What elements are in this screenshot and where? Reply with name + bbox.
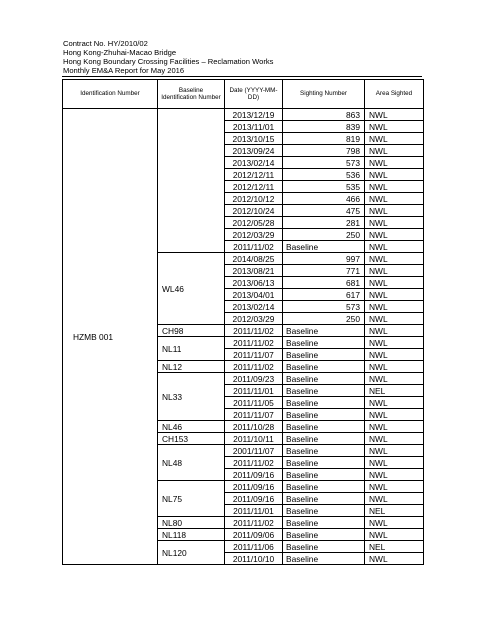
- header-divider: [62, 76, 422, 77]
- date-cell: 2013/02/14: [225, 157, 283, 169]
- area-sighted-cell: NWL: [365, 337, 424, 349]
- sighting-number-cell: Baseline: [283, 337, 365, 349]
- area-sighted-cell: NWL: [365, 517, 424, 529]
- baseline-id-cell: NL11: [158, 337, 225, 361]
- header-line: Monthly EM&A Report for May 2016: [63, 66, 185, 75]
- area-sighted-cell: NWL: [365, 289, 424, 301]
- column-header-area: Area Sighted: [365, 80, 424, 109]
- baseline-id-cell: [158, 109, 225, 253]
- area-sighted-cell: NWL: [365, 409, 424, 421]
- area-sighted-cell: NWL: [365, 457, 424, 469]
- table-header-row: [63, 80, 424, 109]
- header-line: Contract No. HY/2010/02: [63, 39, 148, 48]
- baseline-id-cell: CH98: [158, 325, 225, 337]
- date-cell: 2011/11/01: [225, 385, 283, 397]
- baseline-id-cell: NL46: [158, 421, 225, 433]
- sighting-number-cell: 250: [283, 313, 365, 325]
- baseline-id-cell: NL120: [158, 541, 225, 565]
- area-sighted-cell: NWL: [365, 121, 424, 133]
- sighting-number-cell: Baseline: [283, 361, 365, 373]
- date-cell: 2013/08/21: [225, 265, 283, 277]
- date-cell: 2011/11/02: [225, 361, 283, 373]
- area-sighted-cell: NWL: [365, 361, 424, 373]
- date-cell: 2011/11/06: [225, 541, 283, 553]
- date-cell: 2011/09/16: [225, 493, 283, 505]
- sighting-number-cell: 573: [283, 157, 365, 169]
- table-row: [63, 109, 424, 121]
- sighting-number-cell: 281: [283, 217, 365, 229]
- sighting-number-cell: 798: [283, 145, 365, 157]
- table-body: [63, 109, 424, 565]
- sighting-number-cell: Baseline: [283, 445, 365, 457]
- date-cell: 2011/10/10: [225, 553, 283, 565]
- date-cell: 2014/08/25: [225, 253, 283, 265]
- sighting-number-cell: Baseline: [283, 409, 365, 421]
- area-sighted-cell: NWL: [365, 193, 424, 205]
- date-cell: 2011/09/06: [225, 529, 283, 541]
- date-cell: 2011/11/07: [225, 409, 283, 421]
- column-header-date: Date (YYYY-MM-DD): [225, 80, 283, 109]
- header-line: Hong Kong-Zhuhai-Macao Bridge: [63, 48, 177, 57]
- sighting-number-cell: Baseline: [283, 517, 365, 529]
- date-cell: 2013/12/19: [225, 109, 283, 121]
- area-sighted-cell: NWL: [365, 265, 424, 277]
- sightings-table: [62, 79, 424, 565]
- area-sighted-cell: NWL: [365, 529, 424, 541]
- area-sighted-cell: NWL: [365, 145, 424, 157]
- date-cell: 2012/03/29: [225, 229, 283, 241]
- area-sighted-cell: NWL: [365, 301, 424, 313]
- sighting-number-cell: Baseline: [283, 349, 365, 361]
- date-cell: 2012/03/29: [225, 313, 283, 325]
- date-cell: 2011/11/05: [225, 397, 283, 409]
- area-sighted-cell: NEL: [365, 505, 424, 517]
- sighting-number-cell: Baseline: [283, 385, 365, 397]
- area-sighted-cell: NWL: [365, 553, 424, 565]
- area-sighted-cell: NWL: [365, 433, 424, 445]
- area-sighted-cell: NWL: [365, 205, 424, 217]
- date-cell: 2011/09/23: [225, 373, 283, 385]
- column-header-baseline: Baseline Identification Number: [158, 80, 225, 109]
- sighting-number-cell: Baseline: [283, 373, 365, 385]
- sighting-number-cell: Baseline: [283, 481, 365, 493]
- sighting-number-cell: Baseline: [283, 469, 365, 481]
- date-cell: 2011/11/02: [225, 517, 283, 529]
- sighting-number-cell: Baseline: [283, 241, 365, 253]
- sighting-number-cell: 681: [283, 277, 365, 289]
- date-cell: 2012/10/12: [225, 193, 283, 205]
- baseline-id-cell: NL75: [158, 481, 225, 517]
- sighting-number-cell: Baseline: [283, 553, 365, 565]
- area-sighted-cell: NWL: [365, 445, 424, 457]
- baseline-id-cell: NL118: [158, 529, 225, 541]
- date-cell: 2013/04/01: [225, 289, 283, 301]
- baseline-id-cell: NL48: [158, 445, 225, 481]
- area-sighted-cell: NWL: [365, 397, 424, 409]
- sighting-number-cell: Baseline: [283, 325, 365, 337]
- date-cell: 2011/11/07: [225, 349, 283, 361]
- date-cell: 2013/02/14: [225, 301, 283, 313]
- sighting-number-cell: Baseline: [283, 529, 365, 541]
- area-sighted-cell: NEL: [365, 541, 424, 553]
- column-header-identification: Identification Number: [63, 80, 158, 109]
- date-cell: 2012/10/24: [225, 205, 283, 217]
- date-cell: 2011/09/16: [225, 481, 283, 493]
- identification-number-cell: HZMB 001: [63, 109, 158, 565]
- area-sighted-cell: NWL: [365, 169, 424, 181]
- area-sighted-cell: NWL: [365, 373, 424, 385]
- sighting-number-cell: 819: [283, 133, 365, 145]
- sighting-number-cell: Baseline: [283, 421, 365, 433]
- sighting-number-cell: 617: [283, 289, 365, 301]
- sighting-number-cell: Baseline: [283, 505, 365, 517]
- date-cell: 2011/11/02: [225, 457, 283, 469]
- date-cell: 2011/11/02: [225, 241, 283, 253]
- date-cell: 2013/11/01: [225, 121, 283, 133]
- date-cell: 2012/05/28: [225, 217, 283, 229]
- area-sighted-cell: NWL: [365, 481, 424, 493]
- area-sighted-cell: NWL: [365, 157, 424, 169]
- area-sighted-cell: NWL: [365, 421, 424, 433]
- sighting-number-cell: 573: [283, 301, 365, 313]
- area-sighted-cell: NEL: [365, 385, 424, 397]
- sighting-number-cell: Baseline: [283, 493, 365, 505]
- baseline-id-cell: NL33: [158, 373, 225, 421]
- sighting-number-cell: 839: [283, 121, 365, 133]
- date-cell: 2013/09/24: [225, 145, 283, 157]
- sighting-number-cell: 535: [283, 181, 365, 193]
- area-sighted-cell: NWL: [365, 229, 424, 241]
- sighting-number-cell: Baseline: [283, 541, 365, 553]
- sighting-number-cell: 475: [283, 205, 365, 217]
- area-sighted-cell: NWL: [365, 217, 424, 229]
- date-cell: 2012/12/11: [225, 181, 283, 193]
- sighting-number-cell: 997: [283, 253, 365, 265]
- date-cell: 2011/10/28: [225, 421, 283, 433]
- date-cell: 2011/11/01: [225, 505, 283, 517]
- sighting-number-cell: 466: [283, 193, 365, 205]
- column-header-sighting: Sighting Number: [283, 80, 365, 109]
- date-cell: 2013/06/13: [225, 277, 283, 289]
- date-cell: 2013/10/15: [225, 133, 283, 145]
- area-sighted-cell: NWL: [365, 253, 424, 265]
- area-sighted-cell: NWL: [365, 493, 424, 505]
- date-cell: 2011/10/11: [225, 433, 283, 445]
- baseline-id-cell: WL46: [158, 253, 225, 325]
- sighting-number-cell: Baseline: [283, 457, 365, 469]
- sighting-number-cell: Baseline: [283, 433, 365, 445]
- area-sighted-cell: NWL: [365, 109, 424, 121]
- area-sighted-cell: NWL: [365, 469, 424, 481]
- area-sighted-cell: NWL: [365, 313, 424, 325]
- date-cell: 2001/11/07: [225, 445, 283, 457]
- sighting-number-cell: 250: [283, 229, 365, 241]
- sighting-number-cell: 863: [283, 109, 365, 121]
- area-sighted-cell: NWL: [365, 133, 424, 145]
- area-sighted-cell: NWL: [365, 241, 424, 253]
- date-cell: 2011/11/02: [225, 337, 283, 349]
- area-sighted-cell: NWL: [365, 325, 424, 337]
- baseline-id-cell: NL12: [158, 361, 225, 373]
- date-cell: 2011/11/02: [225, 325, 283, 337]
- area-sighted-cell: NWL: [365, 349, 424, 361]
- area-sighted-cell: NWL: [365, 181, 424, 193]
- sighting-number-cell: Baseline: [283, 397, 365, 409]
- sighting-number-cell: 771: [283, 265, 365, 277]
- baseline-id-cell: NL80: [158, 517, 225, 529]
- area-sighted-cell: NWL: [365, 277, 424, 289]
- document-header: [63, 39, 273, 75]
- sighting-number-cell: 536: [283, 169, 365, 181]
- header-line: Hong Kong Boundary Crossing Facilities – Reclamation Works: [63, 57, 274, 66]
- date-cell: 2011/09/16: [225, 469, 283, 481]
- baseline-id-cell: CH153: [158, 433, 225, 445]
- date-cell: 2012/12/11: [225, 169, 283, 181]
